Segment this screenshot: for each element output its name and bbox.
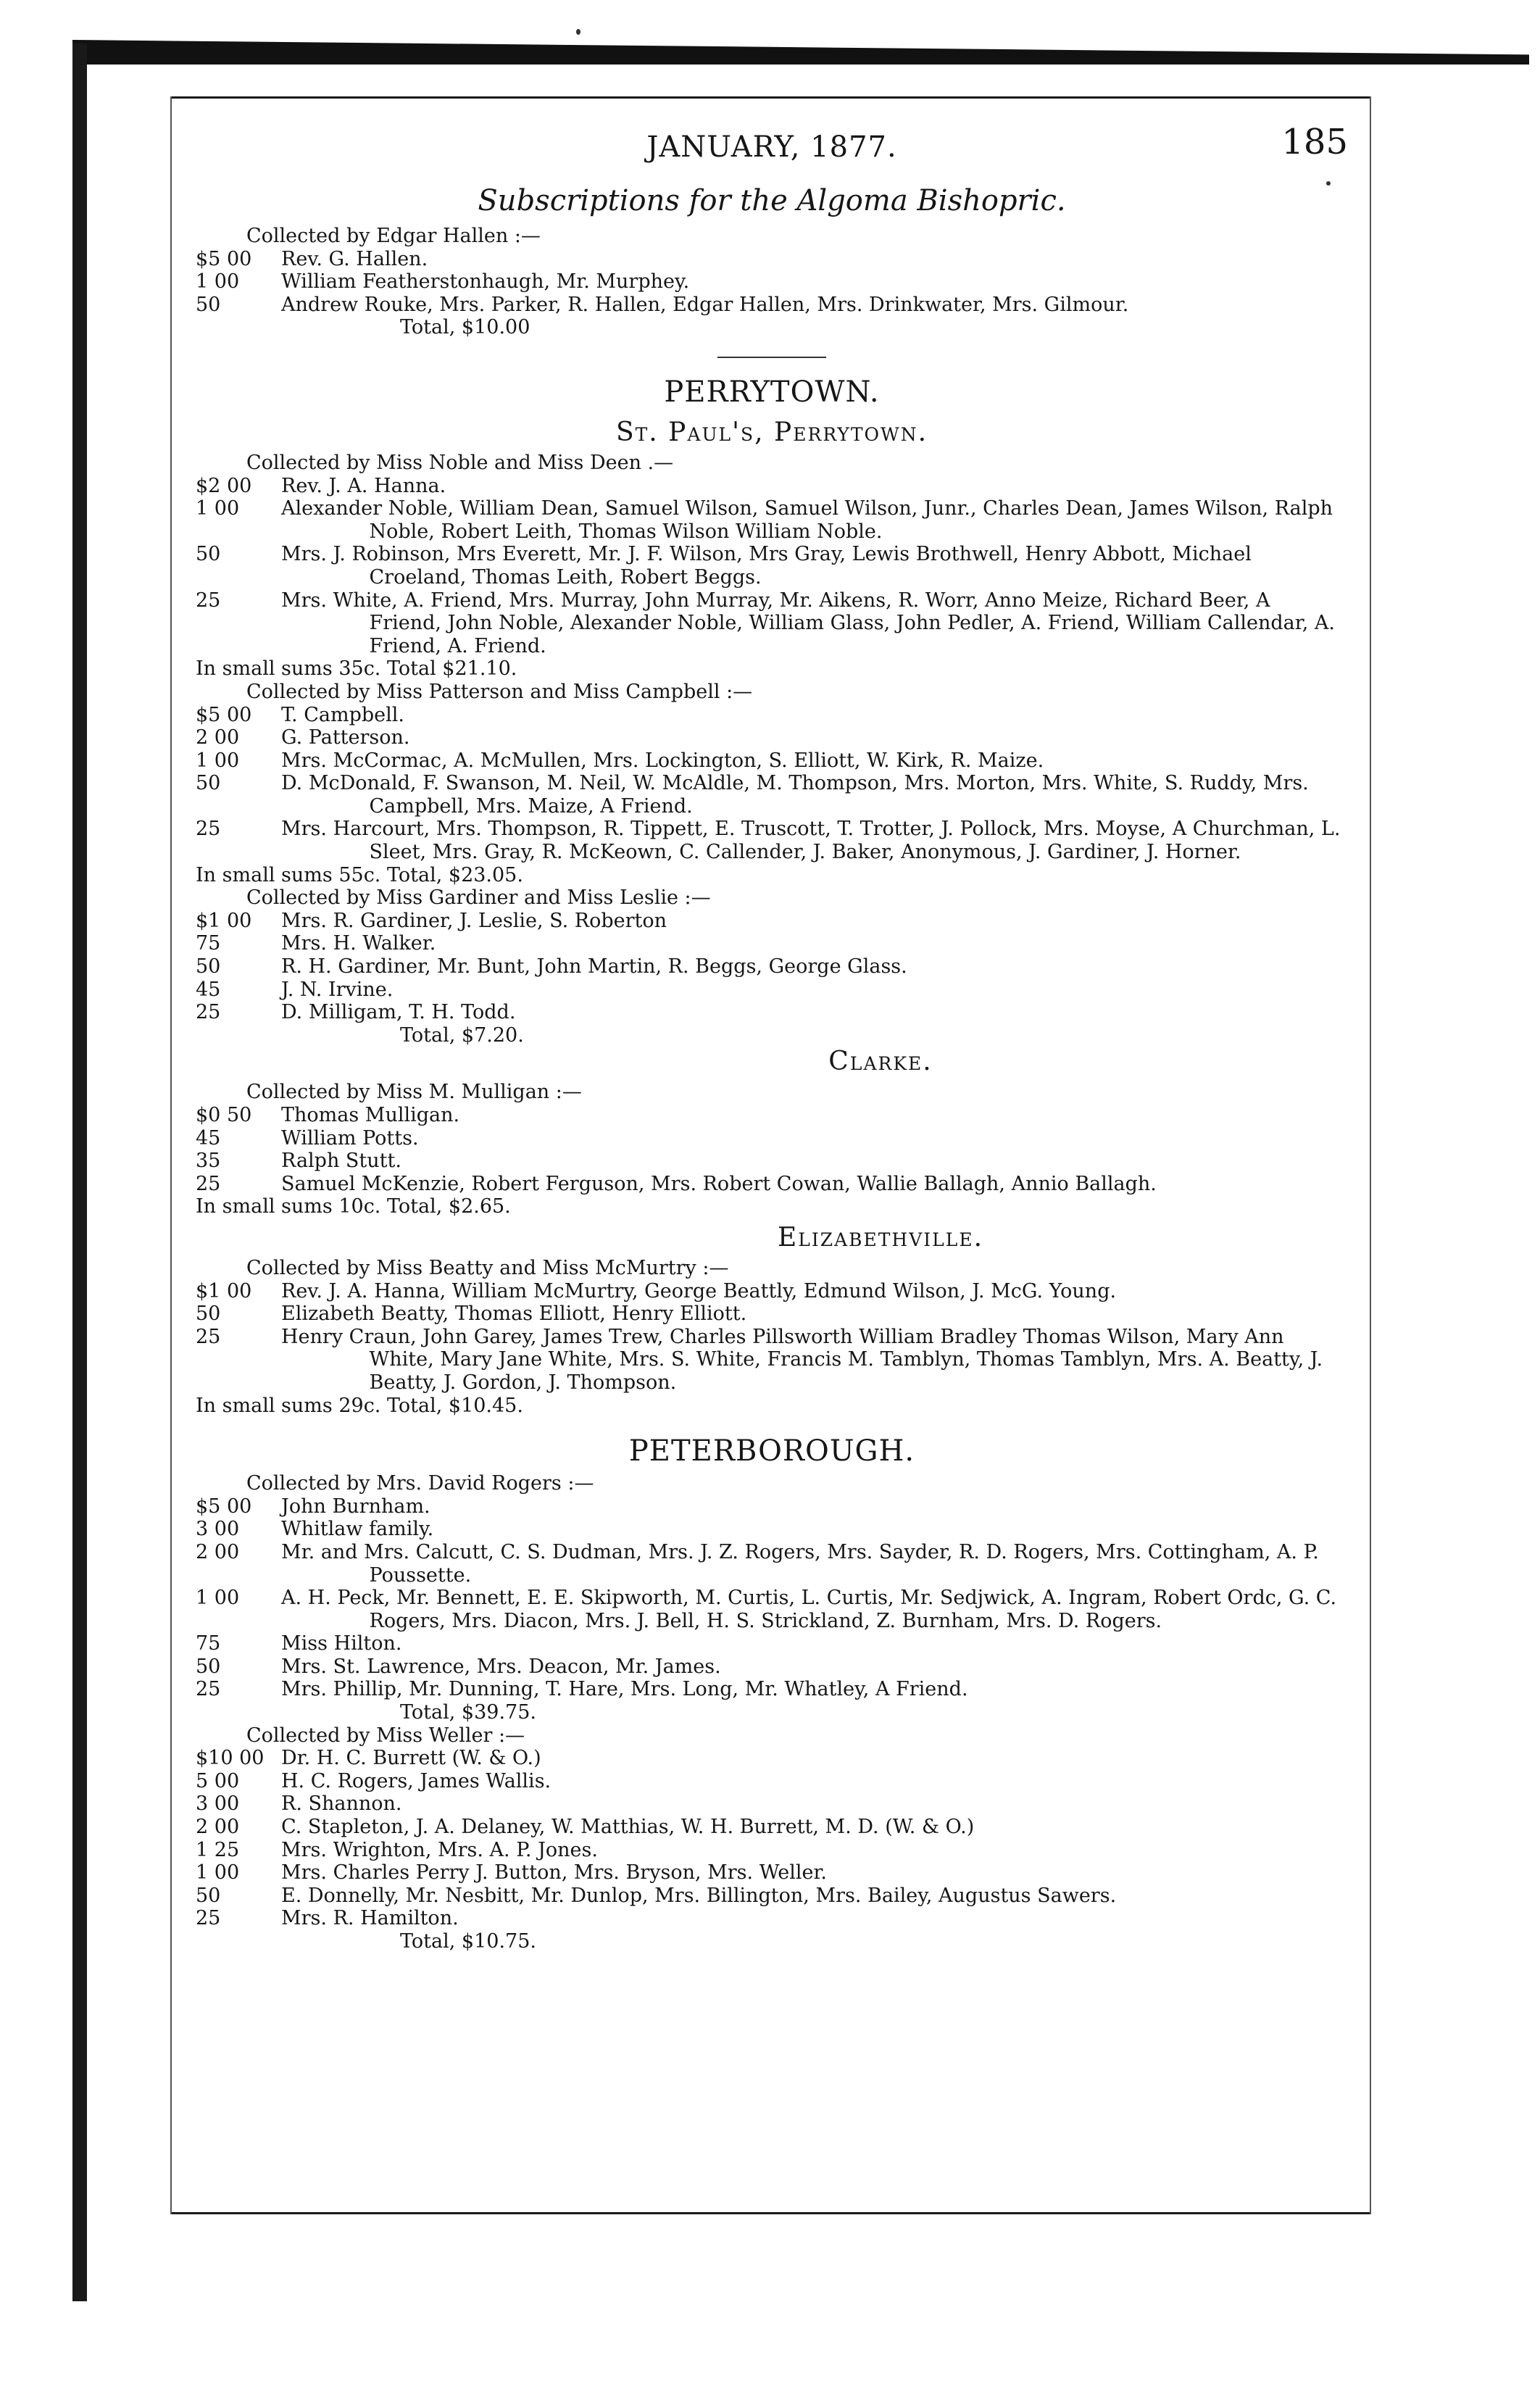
- entry-names: T. Campbell.: [281, 703, 404, 726]
- subscription-entry: [196, 1792, 1348, 1816]
- entry-names: Dr. H. C. Burrett (W. & O.): [281, 1747, 541, 1770]
- entry-list: [196, 1747, 1348, 1930]
- total-line: Total, $10.00: [400, 316, 530, 339]
- entry-amount: $5 00: [196, 1495, 252, 1518]
- entry-names: Mrs. H. Walker.: [281, 932, 436, 955]
- subscription-entry: [196, 1127, 1348, 1150]
- total-line: Total, $10.75.: [400, 1930, 536, 1953]
- entry-amount: $5 00: [196, 703, 252, 726]
- entry-amount: 1 00: [196, 270, 240, 294]
- entry-list: [196, 704, 1348, 864]
- subscription-entry: [196, 1816, 1348, 1839]
- subscription-entry: [196, 932, 1348, 955]
- page-title: JANUARY, 1877.: [646, 130, 897, 164]
- entry-names: Whitlaw family.: [281, 1518, 434, 1541]
- subscription-entry: [196, 1326, 1348, 1395]
- entry-amount: $1 00: [196, 909, 252, 932]
- subscription-entry: [196, 1907, 1348, 1930]
- entry-names: Andrew Rouke, Mrs. Parker, R. Hallen, Edgar Hallen, Mrs. Drinkwater, Mrs. Gilmour.: [281, 293, 1129, 316]
- entry-amount: 25: [196, 1172, 221, 1195]
- top-rule: [170, 96, 1371, 99]
- subscription-entry: [196, 1518, 1348, 1541]
- entry-amount: 1 00: [196, 1861, 240, 1885]
- entry-names: D. McDonald, F. Swanson, M. Neil, W. McAldle, M. Thompson, Mrs. Morton, Mrs. White, S. Ruddy, Mrs. Campbell, Mrs. Maize, A Friend.: [281, 772, 1309, 818]
- entry-amount: 45: [196, 1126, 221, 1150]
- section-title-perrytown: PERRYTOWN.: [664, 375, 880, 409]
- entry-amount: $1 00: [196, 1279, 252, 1302]
- entry-names: Mrs. St. Lawrence, Mrs. Deacon, Mr. James.: [281, 1655, 721, 1678]
- entry-names: Mrs. Phillip, Mr. Dunning, T. Hare, Mrs. Long, Mr. Whatley, A Friend.: [281, 1678, 968, 1701]
- entry-amount: 50: [196, 955, 221, 978]
- entry-amount: 75: [196, 932, 221, 955]
- subscription-entry: [196, 749, 1348, 773]
- frame-left: [170, 96, 172, 2214]
- subscription-entry: [196, 1587, 1348, 1632]
- entry-names: Miss Hilton.: [281, 1632, 402, 1655]
- entry-amount: 25: [196, 589, 221, 612]
- entry-amount: 50: [196, 1884, 221, 1907]
- section-divider: [717, 357, 826, 358]
- entry-names: Thomas Mulligan.: [281, 1104, 460, 1126]
- entry-amount: 25: [196, 1325, 221, 1348]
- entry-amount: 50: [196, 293, 221, 316]
- entry-names: Ralph Stutt.: [281, 1150, 401, 1173]
- small-sums-line: In small sums 29c. Total, $10.45.: [196, 1394, 523, 1417]
- subscription-entry: [196, 1632, 1348, 1655]
- small-sums-line: In small sums 10c. Total, $2.65.: [196, 1195, 511, 1218]
- collector-line: Collected by Miss Patterson and Miss Campbell :—: [246, 680, 753, 703]
- subscription-entry: [196, 772, 1348, 818]
- page-edge-shadow-left: [72, 43, 87, 2301]
- subscription-entry: [196, 1678, 1348, 1701]
- subscription-entry: [196, 475, 1348, 498]
- subscription-entry: [196, 1104, 1348, 1127]
- collector-line: Collected by Mrs. David Rogers :—: [246, 1472, 594, 1495]
- entry-amount: 3 00: [196, 1518, 240, 1541]
- entry-amount: 25: [196, 818, 221, 841]
- entry-names: Rev. J. A. Hanna, William McMurtry, George Beattly, Edmund Wilson, J. McG. Young.: [281, 1279, 1117, 1302]
- entry-amount: 25: [196, 1001, 221, 1024]
- subscription-entry: [196, 1861, 1348, 1885]
- section-title-elizabethville: Elizabethville.: [777, 1222, 984, 1252]
- page-number: 185: [1281, 122, 1348, 162]
- entry-names: Mrs. McCormac, A. McMullen, Mrs. Lockington, S. Elliott, W. Kirk, R. Maize.: [281, 749, 1044, 772]
- entry-amount: 2 00: [196, 1540, 240, 1563]
- total-line: Total, $39.75.: [400, 1701, 536, 1724]
- entry-amount: 75: [196, 1632, 221, 1655]
- small-sums-line: In small sums 35c. Total $21.10.: [196, 657, 517, 681]
- collector-line: Collected by Miss Beatty and Miss McMurtry :—: [246, 1256, 729, 1279]
- entry-amount: 50: [196, 1655, 221, 1678]
- entry-names: Mrs. Charles Perry J. Button, Mrs. Bryson, Mrs. Weller.: [281, 1861, 828, 1885]
- entry-list: [196, 1104, 1348, 1195]
- entry-amount: $10 00: [196, 1747, 265, 1770]
- subscription-entry: [196, 294, 1348, 317]
- entry-amount: 50: [196, 1302, 221, 1326]
- entry-names: John Burnham.: [281, 1495, 430, 1518]
- page-edge-shadow: [72, 40, 1529, 65]
- entry-amount: 50: [196, 772, 221, 795]
- entry-names: Rev. G. Hallen.: [281, 247, 428, 270]
- entry-amount: $5 00: [196, 247, 252, 270]
- entry-names: R. H. Gardiner, Mr. Bunt, John Martin, R. Beggs, George Glass.: [281, 955, 907, 978]
- small-sums-line: In small sums 55c. Total, $23.05.: [196, 863, 523, 886]
- section-title-clarke: Clarke.: [828, 1047, 933, 1077]
- entry-names: Mrs. R. Hamilton.: [281, 1907, 459, 1930]
- entry-names: C. Stapleton, J. A. Delaney, W. Matthias, W. H. Burrett, M. D. (W. & O.): [281, 1816, 975, 1839]
- section-title-algoma: Subscriptions for the Algoma Bishopric.: [478, 184, 1066, 217]
- entry-list: [196, 910, 1348, 1024]
- subscription-entry: [196, 818, 1348, 863]
- entry-amount: 45: [196, 978, 221, 1001]
- subscription-entry: [196, 270, 1348, 294]
- subscription-entry: [196, 1173, 1348, 1196]
- entry-names: E. Donnelly, Mr. Nesbitt, Mr. Dunlop, Mrs. Billington, Mrs. Bailey, Augustus Sawers.: [281, 1884, 1117, 1907]
- entry-amount: 2 00: [196, 726, 240, 749]
- collector-line: Collected by Miss Gardiner and Miss Leslie :—: [246, 886, 711, 910]
- subscription-entry: [196, 497, 1348, 543]
- subscription-entry: [196, 726, 1348, 749]
- page-content: [196, 122, 1348, 1953]
- entry-names: William Featherstonhaugh, Mr. Murphey.: [281, 270, 690, 294]
- subscription-entry: [196, 1302, 1348, 1326]
- entry-names: J. N. Irvine.: [281, 978, 394, 1001]
- entry-amount: 1 00: [196, 1587, 240, 1610]
- entry-amount: $0 50: [196, 1104, 252, 1126]
- entry-names: G. Patterson.: [281, 726, 410, 749]
- entry-names: Henry Craun, John Garey, James Trew, Charles Pillsworth William Bradley Thomas Wilson, Mary Ann White, Mary Jane White, Mrs. S. White, Francis M. Tamblyn, Thomas Tamblyn, Mrs. A. Beatty, J. Beatty, J. Gordon, J. Thompson.: [281, 1325, 1323, 1394]
- entry-names: Mr. and Mrs. Calcutt, C. S. Dudman, Mrs. J. Z. Rogers, Mrs. Sayder, R. D. Rogers, Mrs. Cottingham, A. P. Poussette.: [281, 1540, 1319, 1587]
- entry-names: Samuel McKenzie, Robert Ferguson, Mrs. Robert Cowan, Wallie Ballagh, Annio Ballagh.: [281, 1172, 1157, 1195]
- collector-line: Collected by Miss Noble and Miss Deen .—: [246, 451, 674, 474]
- subscription-entry: [196, 955, 1348, 978]
- entry-list: [196, 248, 1348, 317]
- subscription-entry: [196, 910, 1348, 933]
- entry-amount: $2 00: [196, 474, 252, 497]
- subscription-entry: [196, 1747, 1348, 1770]
- subscription-entry: [196, 1839, 1348, 1862]
- entry-names: Mrs. Wrighton, Mrs. A. P. Jones.: [281, 1838, 598, 1861]
- church-heading: St. Paul's, Perrytown.: [615, 417, 928, 447]
- entry-names: R. Shannon.: [281, 1792, 402, 1816]
- collector-line: Collected by Miss M. Mulligan :—: [246, 1081, 582, 1104]
- entry-names: Mrs. R. Gardiner, J. Leslie, S. Roberton: [281, 909, 667, 932]
- subscription-entry: [196, 1770, 1348, 1793]
- subscription-entry: [196, 543, 1348, 589]
- entry-names: H. C. Rogers, James Wallis.: [281, 1769, 552, 1792]
- subscription-entry: [196, 704, 1348, 727]
- entry-names: Mrs. White, A. Friend, Mrs. Murray, John Murray, Mr. Aikens, R. Worr, Anno Meize, Richard Beer, A Friend, John Noble, Alexander Noble, William Glass, John Pedler, A. Friend, William Callendar, A. Friend, A. Friend.: [281, 589, 1335, 657]
- entry-names: William Potts.: [281, 1126, 419, 1150]
- entry-amount: 50: [196, 543, 221, 566]
- collector-line: Collected by Edgar Hallen :—: [246, 225, 541, 247]
- entry-amount: 3 00: [196, 1792, 240, 1816]
- subscription-entry: [196, 1655, 1348, 1679]
- entry-amount: 1 00: [196, 497, 240, 520]
- entry-names: Rev. J. A. Hanna.: [281, 474, 446, 497]
- bottom-rule: [170, 2212, 1371, 2214]
- entry-amount: 25: [196, 1678, 221, 1701]
- page-header: [196, 122, 1348, 181]
- entry-names: Alexander Noble, William Dean, Samuel Wilson, Samuel Wilson, Junr., Charles Dean, James Wilson, Ralph Noble, Robert Leith, Thomas Wilson William Noble.: [281, 497, 1333, 543]
- entry-amount: 5 00: [196, 1769, 240, 1792]
- entry-list: [196, 475, 1348, 658]
- subscription-entry: [196, 1885, 1348, 1908]
- total-line: Total, $7.20.: [400, 1023, 524, 1047]
- entry-amount: 1 00: [196, 749, 240, 772]
- entry-names: Elizabeth Beatty, Thomas Elliott, Henry Elliott.: [281, 1302, 747, 1326]
- entry-names: Mrs. J. Robinson, Mrs Everett, Mr. J. F. Wilson, Mrs Gray, Lewis Brothwell, Henry Abbott, Michael Croeland, Thomas Leith, Robert Beggs.: [281, 543, 1252, 589]
- entry-names: D. Milligam, T. H. Todd.: [281, 1001, 516, 1024]
- subscription-entry: [196, 978, 1348, 1002]
- entry-names: Mrs. Harcourt, Mrs. Thompson, R. Tippett, E. Truscott, T. Trotter, J. Pollock, Mrs. Moyse, A Churchman, L. Sleet, Mrs. Gray, R. McKeown, C. Callender, J. Baker, Anonymous, J. Gardiner, J. Horner.: [281, 818, 1341, 864]
- subscription-entry: [196, 1001, 1348, 1024]
- subscription-entry: [196, 1280, 1348, 1303]
- entry-amount: 1 25: [196, 1838, 240, 1861]
- frame-right: [1370, 96, 1371, 2214]
- entry-amount: 2 00: [196, 1816, 240, 1839]
- entry-amount: 35: [196, 1150, 221, 1173]
- print-speck: [576, 29, 580, 35]
- subscription-entry: [196, 1541, 1348, 1587]
- subscription-entry: [196, 1150, 1348, 1173]
- subscription-entry: [196, 248, 1348, 271]
- entry-list: [196, 1495, 1348, 1701]
- subscription-entry: [196, 589, 1348, 658]
- entry-amount: 25: [196, 1907, 221, 1930]
- entry-list: [196, 1280, 1348, 1395]
- entry-names: A. H. Peck, Mr. Bennett, E. E. Skipworth, M. Curtis, L. Curtis, Mr. Sedjwick, A. Ingram, Robert Ordc, G. C. Rogers, Mrs. Diacon, Mrs. J. Bell, H. S. Strickland, Z. Burnham, Mrs. D. Rogers.: [281, 1587, 1337, 1632]
- section-title-peterborough: PETERBOROUGH.: [628, 1434, 915, 1468]
- collector-line: Collected by Miss Weller :—: [246, 1724, 525, 1747]
- subscription-entry: [196, 1495, 1348, 1518]
